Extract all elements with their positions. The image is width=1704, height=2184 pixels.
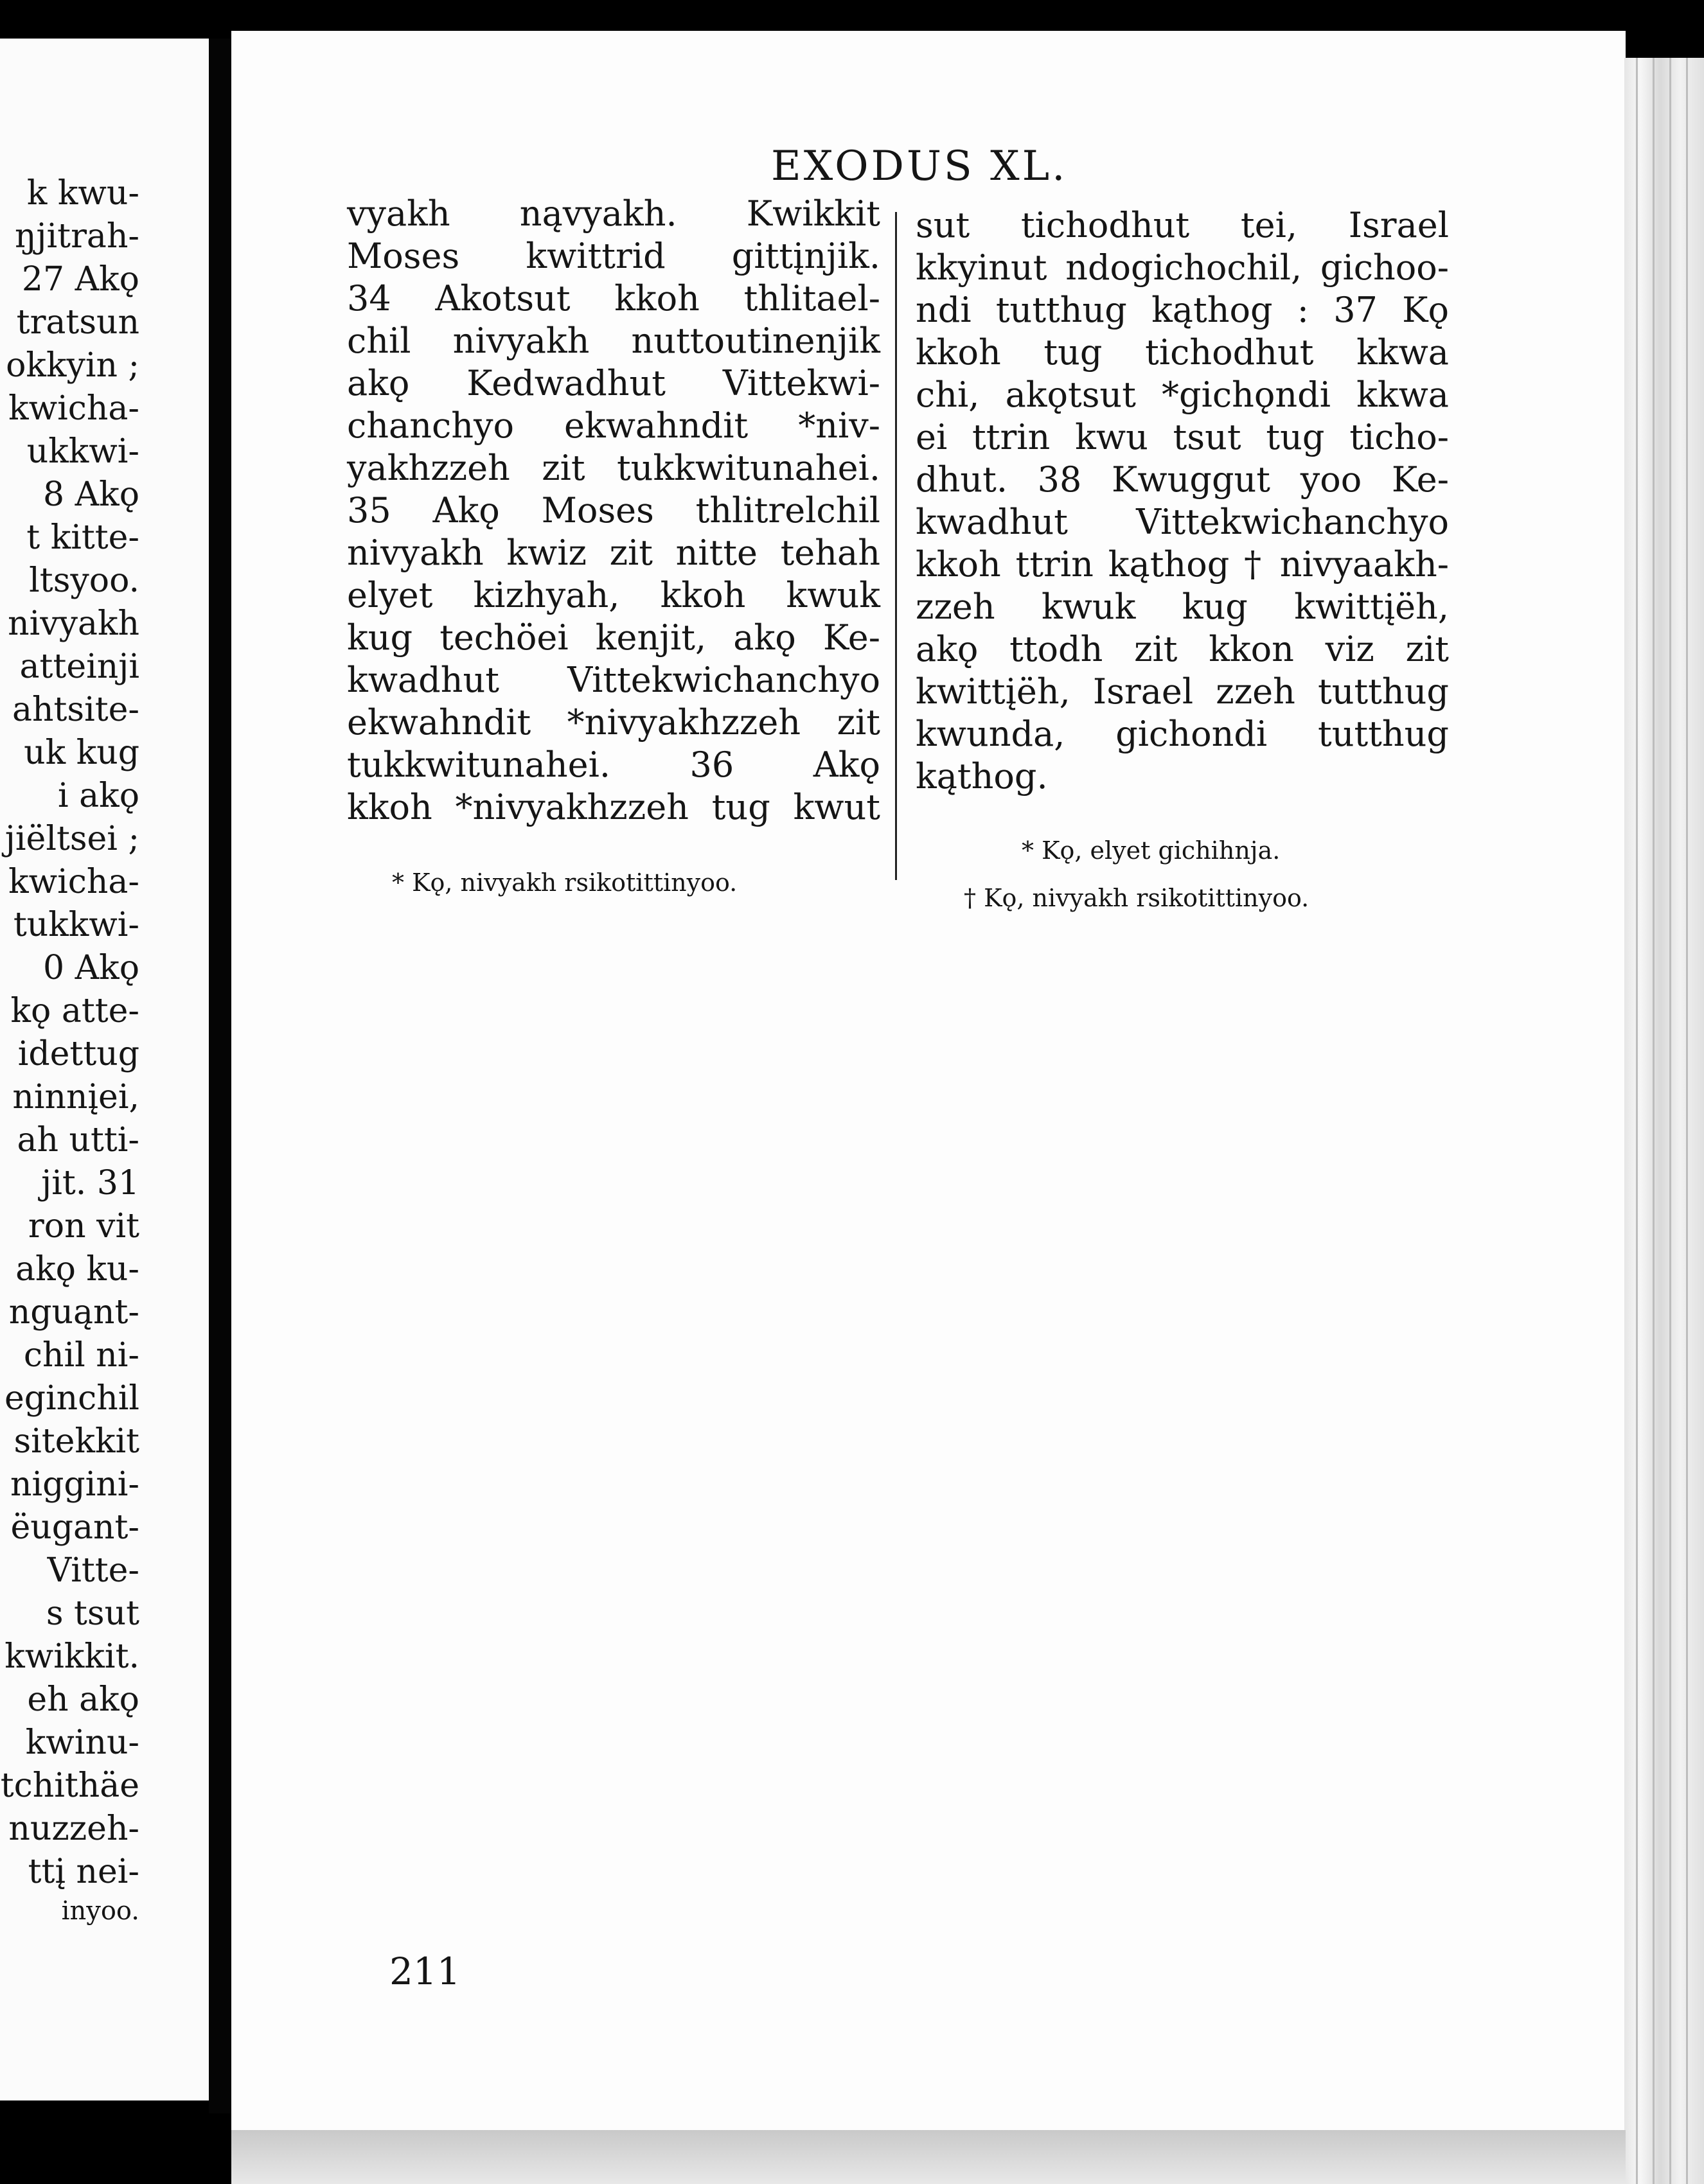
text-line: vyakh nąvyakh. Kwikkit	[347, 193, 880, 234]
text-line: yakhzzeh zit tukkwitunahei.	[347, 448, 880, 488]
left-page-line: t kitte-	[26, 518, 139, 557]
book-gutter	[209, 39, 235, 2113]
text-line: 34 Akotsut kkoh thlitael-	[347, 278, 880, 319]
text-line: kwunda, gichondi tutthug	[916, 714, 1449, 754]
text-line: kkoh *nivyakhzzeh tug kwut	[347, 787, 880, 827]
text-line: chi, akǫtsut *gichǫndi kkwa	[916, 374, 1449, 415]
left-page-line: ah utti-	[17, 1121, 139, 1159]
text-line: ei ttrin kwu tsut tug ticho-	[916, 417, 1449, 457]
left-page-line: 27 Akǫ	[21, 260, 139, 299]
left-page-line: chil ni-	[23, 1336, 139, 1375]
left-page-line: akǫ ku-	[15, 1250, 139, 1289]
left-page-line: kǫ atte-	[10, 992, 139, 1030]
text-line: kkoh tug tichodhut kkwa	[916, 332, 1449, 373]
left-page-line: ttį nei-	[28, 1853, 139, 1891]
text-column-left	[347, 193, 880, 829]
left-page-line: kwicha-	[8, 863, 139, 901]
left-page-line: ninnįei,	[12, 1078, 139, 1116]
text-line: kug techöei kenjit, akǫ Ke-	[347, 617, 880, 658]
text-line: chanchyo ekwahndit *niv-	[347, 405, 880, 446]
left-page-line: eginchil	[4, 1379, 139, 1418]
left-page-line: jiëltsei ;	[4, 820, 139, 858]
left-page-line: ltsyoo.	[29, 561, 139, 600]
left-page-line: i akǫ	[58, 777, 139, 815]
left-page-line: uk kug	[24, 734, 139, 772]
text-line: kwadhut Vittekwichanchyo	[347, 660, 880, 700]
left-page-line: kwinu-	[25, 1723, 139, 1762]
left-page-line: nguąnt-	[8, 1293, 139, 1332]
left-page-line: tukkwi-	[13, 906, 139, 944]
left-page-line: inyoo.	[61, 1896, 139, 1926]
text-line: zzeh kwuk kug kwittįëh,	[916, 586, 1449, 627]
text-line: 35 Akǫ Moses thlitrelchil	[347, 490, 880, 531]
footnote-right-1: * Kǫ, elyet gichihnja.	[1022, 836, 1281, 865]
left-page-line: eh akǫ	[27, 1680, 139, 1719]
left-page-line: s tsut	[46, 1594, 139, 1633]
text-column-right	[916, 204, 1449, 798]
left-page-line: Vitte-	[47, 1551, 139, 1590]
left-page-line: idettug	[17, 1035, 139, 1073]
left-page-line: ukkwi-	[26, 432, 139, 471]
left-page-line: ŋjitrah-	[14, 217, 139, 256]
left-page-line: nuzzeh-	[8, 1810, 139, 1848]
text-line: akǫ ttodh zit kkon viz zit	[916, 629, 1449, 669]
left-page-line: sitekkit	[13, 1422, 139, 1461]
left-page-line: kwicha-	[8, 389, 139, 428]
page-number: 211	[389, 1950, 461, 1993]
left-page-line: k kwu-	[26, 174, 139, 213]
text-line: dhut. 38 Kwuggut yoo Ke-	[916, 459, 1449, 500]
text-line: sut tichodhut tei, Israel	[916, 205, 1449, 245]
left-page-line: tchithäe	[0, 1766, 139, 1805]
page-edge	[1624, 58, 1704, 2184]
left-page-line: okkyin ;	[6, 346, 139, 385]
text-line: kąthog.	[916, 756, 1048, 797]
text-line: tukkwitunahei. 36 Akǫ	[347, 744, 880, 785]
left-page-line: 8 Akǫ	[43, 475, 139, 514]
left-page-line: atteinji	[19, 647, 139, 686]
text-line: ekwahndit *nivyakhzzeh zit	[347, 702, 880, 743]
footnote-left: * Kǫ, nivyakh rsikotittinyoo.	[392, 868, 738, 897]
text-line: kkyinut ndogichochil, gichoo-	[916, 247, 1449, 288]
column-rule	[895, 212, 897, 880]
left-page-line: jit. 31	[41, 1164, 139, 1202]
facing-left-page	[0, 39, 215, 2100]
left-page-line: 0 Akǫ	[43, 949, 139, 987]
text-line: kwadhut Vittekwichanchyo	[916, 502, 1449, 542]
text-line: chil nivyakh nuttoutinenjik	[347, 321, 880, 361]
text-line: akǫ Kedwadhut Vittekwi-	[347, 363, 880, 403]
left-page-line: tratsun	[16, 303, 139, 342]
left-page-line: ahtsite-	[12, 691, 139, 729]
text-line: kkoh ttrin kąthog † nivyaakh-	[916, 544, 1449, 585]
left-page-line: niggini-	[10, 1465, 139, 1504]
footnote-right-2: † Kǫ, nivyakh rsikotittinyoo.	[964, 884, 1309, 912]
running-header: EXODUS XL.	[771, 143, 1068, 190]
left-page-line: ëugant-	[10, 1508, 139, 1547]
text-line: elyet kizhyah, kkoh kwuk	[347, 575, 880, 615]
page-bottom-shadow	[231, 2130, 1626, 2184]
text-line: nivyakh kwiz zit nitte tehah	[347, 533, 880, 573]
left-page-line: ron vit	[28, 1207, 139, 1246]
text-line: Moses kwittrid gittįnjik.	[347, 236, 880, 276]
text-line: ndi tutthug kąthog : 37 Kǫ	[916, 290, 1449, 330]
left-page-line: kwikkit.	[4, 1637, 139, 1676]
text-line: kwittįëh, Israel zzeh tutthug	[916, 671, 1449, 712]
left-page-line: nivyakh	[8, 604, 139, 643]
